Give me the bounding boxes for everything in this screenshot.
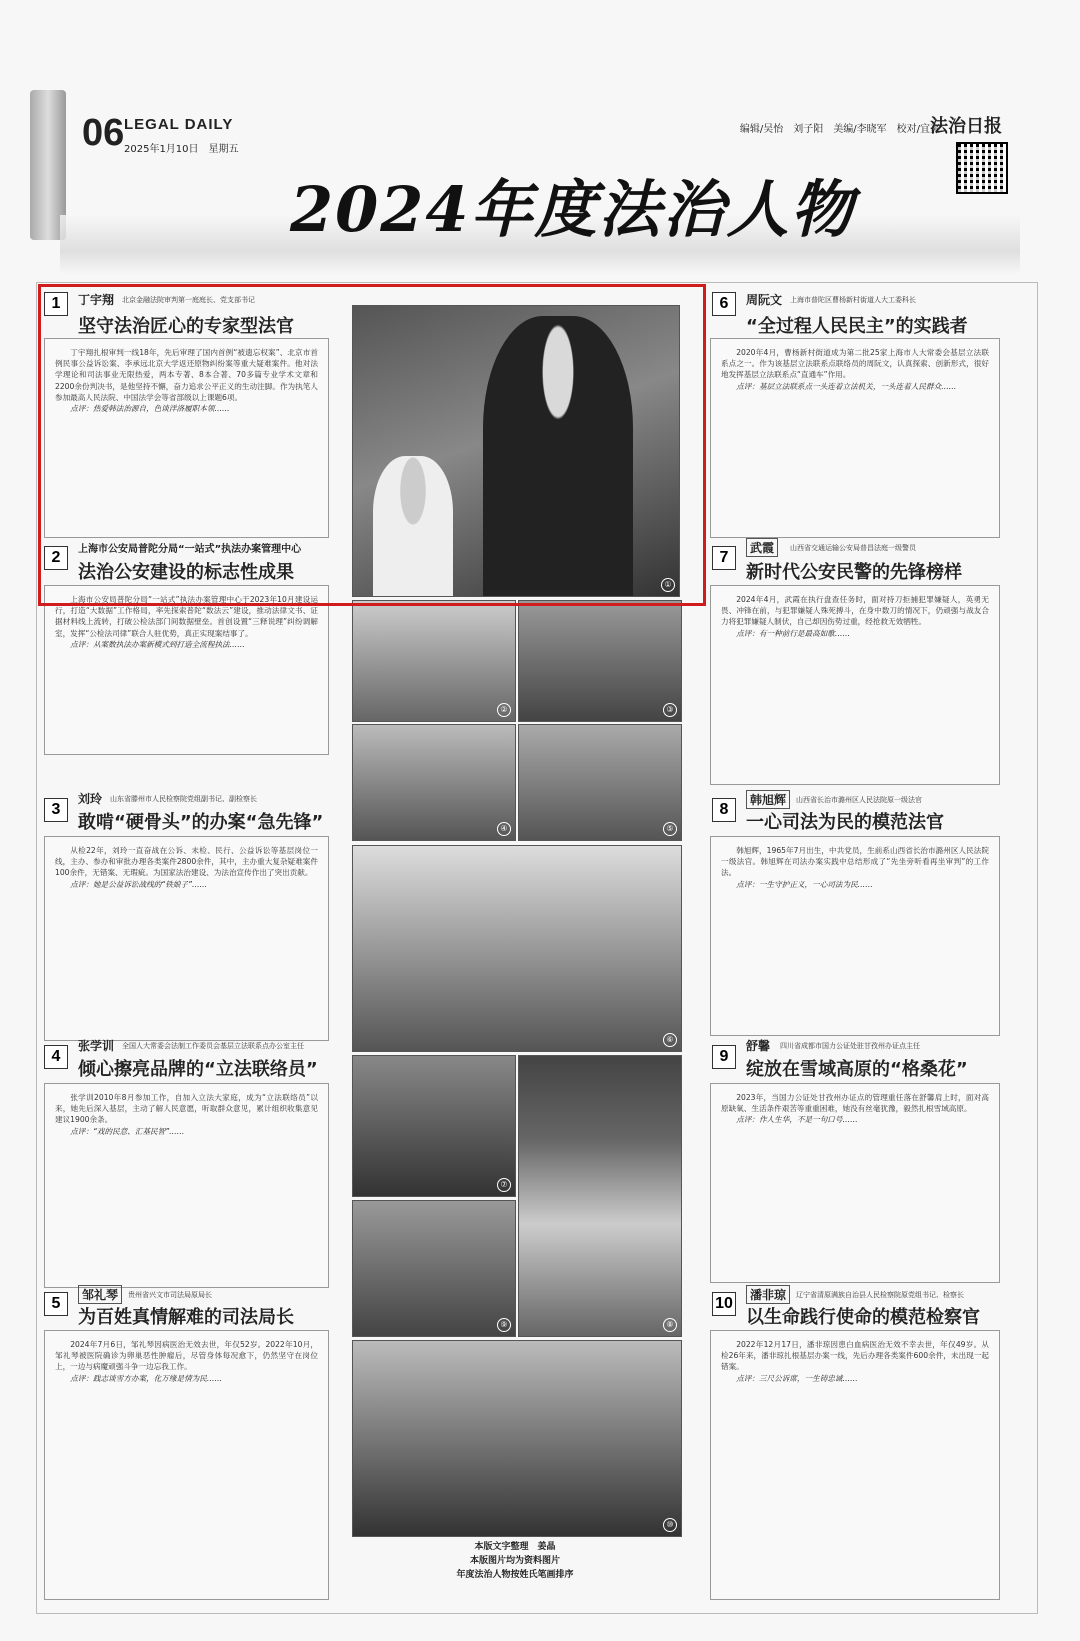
photo-community-visit: [352, 845, 682, 1052]
person-name: 邹礼琴: [78, 1285, 122, 1304]
photo-outdoor-group: [352, 1200, 516, 1337]
article-body: [710, 1330, 1000, 1600]
article-comment: 点评：有一种前行是最高如歌……: [736, 628, 851, 638]
article-headline: 倾心擦亮品牌的“立法联络员”: [78, 1059, 318, 1080]
person-name: 刘玲: [78, 792, 103, 806]
article-headline: 敢啃“硬骨头”的办案“急先锋”: [78, 812, 324, 833]
article-text: 2023年，当国力公证处甘孜州办证点的管理重任落在舒馨肩上时，面对高原缺氧、生活条件艰苦等重重困难，她没有丝毫犹豫，毅然扎根雪域高原。: [721, 1093, 989, 1114]
photo-office: [352, 600, 516, 722]
paper-name: LEGAL DAILY: [124, 116, 234, 133]
article-headline: 坚守法治匠心的专家型法官: [78, 316, 294, 337]
article-comment: 点评：践志谈雪方办案，化万缘是情为民……: [70, 1373, 223, 1383]
article-comment: 点评：基层立法联系点一头连着立法机关，一头连着人民群众……: [736, 381, 957, 391]
issue-date: 2025年1月10日 星期五: [124, 144, 239, 155]
person-role: 山西省交通运输公安局普昌法庭一级警员: [790, 544, 916, 552]
article-body: [710, 836, 1000, 1036]
feature-title: 2024年度法治人物: [290, 173, 855, 246]
article-text: 从检22年，刘玲一直奋战在公诉、未检、民行、公益诉讼等基层岗位一线，主办、参办和审批办理各类案件2800余件，其中，主办重大复杂疑难案件100余件，无错案、无瑕疵。为国家法治建设、为法治宣传作出了突出贡献。: [55, 846, 318, 878]
person-role: 上海市普陀区曹杨新村街道人大工委科长: [790, 296, 916, 304]
person-name: 舒馨: [746, 1039, 771, 1053]
article-body: [710, 1083, 1000, 1283]
page-number: 06: [82, 112, 125, 154]
person-role: 贵州省兴文市司法局原局长: [128, 1291, 212, 1299]
article-text: 丁宇翔扎根审判一线18年，先后审理了国内首例“被遗忘权案”、北京市首例民事公益诉讼案、李承远北京大学返还原物纠纷案等重大疑难案件。他对法学理论和司法事业无限热爱，两本专著、8本合著、70多篇专业学术文章和2200余份判决书，是他坚持不懈，奋力追求公平正义的生动注脚。作为执笔人参加最高人民法院、中国法学会等省部级以上课题6项。: [55, 348, 318, 402]
article-comment: 点评：一生守护正义，一心司法为民……: [736, 879, 873, 889]
article-text: 张学训2010年8月参加工作，自加入立法大家庭，成为“立法联络员”以来，她先后深入基层，主动了解人民意愿，听取群众意见，累计组织收集意见建议1900余条。: [55, 1093, 318, 1125]
photo-number: ⑦: [497, 1178, 511, 1192]
article-headline: “全过程人民民主”的实践者: [746, 316, 968, 337]
newspaper-logo: 法治日报: [930, 116, 1002, 137]
photo-number: ①: [661, 578, 675, 592]
article-body: [710, 585, 1000, 785]
article-comment: 点评：她是公益诉讼战线的“铁娘子”……: [70, 879, 208, 889]
person-role: 山西省长治市潞州区人民法院原一级法官: [796, 796, 922, 804]
highlight-box: [38, 284, 706, 606]
person-name: 韩旭辉: [746, 790, 790, 809]
photo-number: ⑧: [663, 1318, 677, 1332]
article-headline: 以生命践行使命的模范检察官: [746, 1307, 980, 1328]
article-headline: 绽放在雪域高原的“格桑花”: [746, 1059, 968, 1080]
article-headline: 为百姓真情解难的司法局长: [78, 1307, 294, 1328]
person-name: 丁宇翔: [78, 293, 115, 307]
editor-credits: 编辑/吴怡 刘子阳 美编/李晓军 校对/宜爽: [739, 124, 940, 135]
photo-number: ⑩: [663, 1518, 677, 1532]
photo-number: ⑨: [497, 1318, 511, 1332]
person-role: 全国人大常委会法制工作委员会基层立法联系点办公室主任: [122, 1042, 304, 1050]
photo-number: ⑥: [663, 1033, 677, 1047]
person-name: 武霞: [746, 538, 778, 557]
article-comment: 点评：热爱韩法治源自，色谈洋洛履职本领……: [70, 404, 230, 414]
article-body: [44, 1330, 329, 1600]
article-headline: 新时代公安民警的先锋榜样: [746, 562, 962, 583]
photo-meeting: [518, 724, 682, 841]
article-number: 5: [44, 1292, 68, 1316]
page-credits: [350, 1540, 680, 1582]
person-role: 辽宁省清原满族自治县人民检察院原党组书记、检察长: [796, 1291, 964, 1299]
article-comment: 点评：三尺公诉席，一生铸忠诚……: [736, 1373, 858, 1383]
photo-number: ⑤: [663, 822, 677, 836]
ordering-note: 年度法治人物按姓氏笔画排序: [456, 1570, 574, 1580]
article-number: 8: [712, 798, 736, 822]
article-text: 韩旭辉，1965年7月出生，中共党员，生前系山西省长治市潞州区人民法院一级法官。韩旭辉在司法办案实践中总结形成了“先坐旁听看再坐审判”的工作法。: [721, 846, 989, 878]
article-body: [44, 836, 329, 1041]
article-number: 6: [712, 292, 736, 316]
article-headline: 法治公安建设的标志性成果: [78, 562, 294, 583]
article-number: 1: [44, 292, 68, 316]
photo-number: ③: [663, 703, 677, 717]
article-body: [44, 585, 329, 755]
article-number: 4: [44, 1045, 68, 1069]
person-name: 张学训: [78, 1039, 115, 1053]
article-comment: 点评：“戏的民意、汇基民智”……: [70, 1126, 185, 1136]
photo-desk-work: [352, 724, 516, 841]
person-role: 山东省滕州市人民检察院党组副书记、副检察长: [110, 795, 257, 803]
photo-number: ②: [497, 703, 511, 717]
article-number: 7: [712, 546, 736, 570]
article-number: 10: [712, 1292, 736, 1316]
article-headline: 一心司法为民的模范法官: [746, 812, 944, 833]
article-text: 2024年4月，武霞在执行盘查任务时，面对持刀拒捕犯罪嫌疑人，英勇无畏、冲锋在前，与犯罪嫌疑人殊死搏斗，在身中数刀的情况下，仍顽强与战友合力将犯罪嫌疑人制伏，自己却因伤势过重，经抢救无效牺牲。: [721, 595, 989, 627]
article-text: 2020年4月，曹杨新村街道成为第二批25家上海市人大常委会基层立法联系点之一。作为该基层立法联系点联络员的周阮文，认真探索、创新形式，很好地发挥基层立法联系点“直通车”作用。: [721, 348, 989, 380]
photo-police-team: [518, 600, 682, 722]
article-text: 2022年12月17日，潘非琼因患白血病医治无效不幸去世，年仅49岁。从检26年来，潘非琼扎根基层办案一线，先后办理各类案件600余件，未出现一起错案。: [721, 1340, 989, 1372]
article-text: 上海市公安局普陀分局“一站式”执法办案管理中心于2023年10月建设运行，打造“大数据”工作格局，率先探索普陀“数法云”建设，推动法律文书、证据材料线上流转，打破公检法部门间数据壁垒。首创设置“三释说理”纠纷调解室，发挥“公检法司律”联合人驻优势，真正实现案结事了。: [55, 595, 318, 638]
article-number: 2: [44, 546, 68, 570]
person-role: 四川省成都市国力公证处驻甘孜州办证点主任: [780, 1042, 920, 1050]
person-role: 北京金融法院审判第一庭庭长、党支部书记: [122, 296, 255, 304]
photo-number: ④: [497, 822, 511, 836]
person-name: 周阮文: [746, 293, 783, 307]
article-comment: 点评：作人生华，不是一句口号……: [736, 1115, 858, 1125]
article-text: 2024年7月6日，邹礼琴因病医治无效去世，年仅52岁。2022年10月，邹礼琴被医院确诊为卵巢恶性肿瘤后，尽管身体每况愈下，仍然坚守在岗位上，一边与病魔顽强斗争一边忘我工作。: [55, 1340, 318, 1372]
photo-village-talk: [352, 1055, 516, 1197]
article-body: [710, 338, 1000, 538]
article-body: [44, 1083, 329, 1288]
text-compiler: 本版文字整理 姜晶: [474, 1542, 556, 1552]
photo-reading-prosecutor: [352, 1340, 682, 1537]
organization-name: 上海市公安局普陀分局“一站式”执法办案管理中心: [78, 544, 302, 555]
qr-code-icon: [956, 142, 1008, 194]
photo-legal-aid-center: [518, 1055, 682, 1337]
article-number: 3: [44, 798, 68, 822]
person-name: 潘非琼: [746, 1285, 790, 1304]
article-number: 9: [712, 1045, 736, 1069]
photo-source: 本版图片均为资料图片: [469, 1556, 560, 1566]
article-comment: 点评：从案数执法办案新模式到打造全流程执法……: [70, 639, 245, 649]
